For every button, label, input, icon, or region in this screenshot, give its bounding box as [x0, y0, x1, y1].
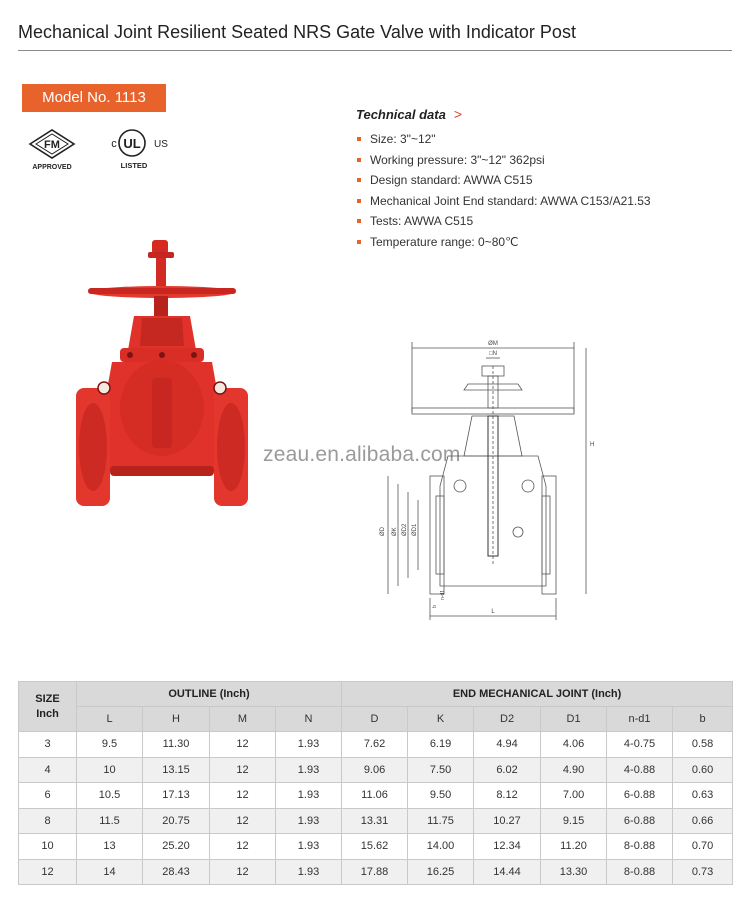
table-cell: 25.20 — [143, 834, 210, 860]
technical-data-list — [356, 129, 736, 252]
column-header-n-d1: n-d1 — [607, 707, 673, 732]
table-cell: 0.58 — [673, 732, 733, 758]
table-cell: 0.63 — [673, 783, 733, 809]
table-cell: 9.06 — [342, 757, 408, 783]
column-header-b: b — [673, 707, 733, 732]
table-cell: 9.15 — [541, 808, 607, 834]
table-cell: 1.93 — [276, 732, 342, 758]
table-cell: 12 — [19, 859, 77, 885]
watermark-text: zeau.en.alibaba.com — [263, 443, 461, 466]
table-cell: 12 — [210, 859, 276, 885]
dimension-table — [18, 681, 733, 885]
dim-label-d: ØD — [380, 527, 386, 536]
table-cell: 6.19 — [408, 732, 474, 758]
table-cell: 28.43 — [143, 859, 210, 885]
table-cell: 0.60 — [673, 757, 733, 783]
certification-logos — [26, 122, 176, 172]
dim-label-nd1: n-d1 — [440, 589, 446, 600]
dim-label-l: L — [491, 609, 495, 615]
column-header-m: M — [210, 707, 276, 732]
table-row — [19, 732, 733, 758]
table-cell: 14.00 — [408, 834, 474, 860]
table-cell: 4-0.88 — [607, 757, 673, 783]
table-cell: 11.06 — [342, 783, 408, 809]
dim-label-d1: ØD1 — [412, 523, 418, 536]
table-cell: 7.00 — [541, 783, 607, 809]
table-cell: 4-0.75 — [607, 732, 673, 758]
table-cell: 12.34 — [474, 834, 541, 860]
table-row — [19, 783, 733, 809]
model-number-badge: Model No. 1113 — [22, 84, 166, 112]
table-cell: 4.94 — [474, 732, 541, 758]
table-cell: 10.5 — [77, 783, 143, 809]
ul-logo-us: US — [154, 139, 168, 150]
table-cell: 11.75 — [408, 808, 474, 834]
fm-logo-text: FM — [44, 139, 60, 151]
table-cell: 8.12 — [474, 783, 541, 809]
table-row — [19, 859, 733, 885]
dim-label-b: b — [432, 605, 438, 608]
table-cell: 13.31 — [342, 808, 408, 834]
table-cell: 4.90 — [541, 757, 607, 783]
table-cell: 7.62 — [342, 732, 408, 758]
table-cell: 7.50 — [408, 757, 474, 783]
table-cell: 13 — [77, 834, 143, 860]
table-cell: 11.20 — [541, 834, 607, 860]
dim-label-n: □N — [489, 351, 497, 357]
table-cell: 8 — [19, 808, 77, 834]
table-row — [19, 757, 733, 783]
column-header-n: N — [276, 707, 342, 732]
spec-item-working-pressure: Working pressure: 3"~12" 362psi — [356, 150, 736, 171]
column-header-d1: D1 — [541, 707, 607, 732]
dim-label-h: H — [590, 442, 595, 448]
dimension-drawing — [376, 336, 596, 626]
size-header — [19, 682, 77, 732]
gate-valve-product-image — [72, 238, 252, 518]
dim-label-k: ØK — [392, 527, 398, 536]
ul-logo-caption: LISTED — [120, 161, 148, 170]
ul-listed-logo — [111, 130, 168, 170]
table-cell: 14.44 — [474, 859, 541, 885]
table-cell: 15.62 — [342, 834, 408, 860]
table-cell: 13.30 — [541, 859, 607, 885]
dim-label-d2: ØD2 — [402, 523, 408, 536]
spec-item-temperature: Temperature range: 0~80℃ — [356, 232, 736, 253]
table-cell: 12 — [210, 783, 276, 809]
technical-data-heading — [356, 106, 736, 122]
column-header-d: D — [342, 707, 408, 732]
table-row — [19, 808, 733, 834]
outline-header: OUTLINE (Inch) — [77, 682, 342, 707]
spec-item-size: Size: 3"~12" — [356, 129, 736, 150]
table-cell: 11.30 — [143, 732, 210, 758]
table-cell: 12 — [210, 732, 276, 758]
size-header-line1: SIZE — [35, 692, 60, 705]
column-header-h: H — [143, 707, 210, 732]
fm-logo-caption: APPROVED — [32, 164, 72, 171]
page-title: Mechanical Joint Resilient Seated NRS Gate Valve with Indicator Post — [18, 22, 576, 42]
table-cell: 10 — [19, 834, 77, 860]
table-cell: 1.93 — [276, 834, 342, 860]
table-cell: 9.50 — [408, 783, 474, 809]
table-cell: 1.93 — [276, 783, 342, 809]
spec-item-joint-standard: Mechanical Joint End standard: AWWA C153/A21.53 — [356, 191, 736, 212]
table-cell: 0.70 — [673, 834, 733, 860]
table-cell: 16.25 — [408, 859, 474, 885]
size-header-line2: Inch — [36, 707, 59, 720]
end-joint-header: END MECHANICAL JOINT (Inch) — [342, 682, 733, 707]
chevron-right-icon: > — [453, 106, 463, 122]
table-cell: 8-0.88 — [607, 834, 673, 860]
column-header-l: L — [77, 707, 143, 732]
table-cell: 8-0.88 — [607, 859, 673, 885]
ul-logo-c: c — [111, 138, 117, 150]
table-cell: 4 — [19, 757, 77, 783]
table-cell: 1.93 — [276, 808, 342, 834]
table-cell: 13.15 — [143, 757, 210, 783]
dim-label-m: ØM — [488, 341, 498, 347]
table-cell: 12 — [210, 834, 276, 860]
table-cell: 17.13 — [143, 783, 210, 809]
table-cell: 9.5 — [77, 732, 143, 758]
table-cell: 1.93 — [276, 757, 342, 783]
table-cell: 17.88 — [342, 859, 408, 885]
column-header-k: K — [408, 707, 474, 732]
spec-item-tests: Tests: AWWA C515 — [356, 211, 736, 232]
spec-item-design-standard: Design standard: AWWA C515 — [356, 170, 736, 191]
column-header-d2: D2 — [474, 707, 541, 732]
title-divider — [18, 50, 732, 51]
technical-data-section — [356, 106, 736, 252]
table-cell: 0.66 — [673, 808, 733, 834]
table-cell: 20.75 — [143, 808, 210, 834]
table-row — [19, 834, 733, 860]
ul-logo-mark: UL — [123, 136, 141, 151]
table-cell: 10 — [77, 757, 143, 783]
table-cell: 0.73 — [673, 859, 733, 885]
table-cell: 6.02 — [474, 757, 541, 783]
fm-approved-logo — [30, 130, 74, 171]
table-cell: 6 — [19, 783, 77, 809]
table-cell: 4.06 — [541, 732, 607, 758]
table-cell: 1.93 — [276, 859, 342, 885]
table-cell: 12 — [210, 757, 276, 783]
table-cell: 10.27 — [474, 808, 541, 834]
table-cell: 12 — [210, 808, 276, 834]
table-cell: 6-0.88 — [607, 808, 673, 834]
table-cell: 6-0.88 — [607, 783, 673, 809]
table-cell: 14 — [77, 859, 143, 885]
table-cell: 11.5 — [77, 808, 143, 834]
table-cell: 3 — [19, 732, 77, 758]
technical-data-title: Technical data — [356, 107, 446, 122]
